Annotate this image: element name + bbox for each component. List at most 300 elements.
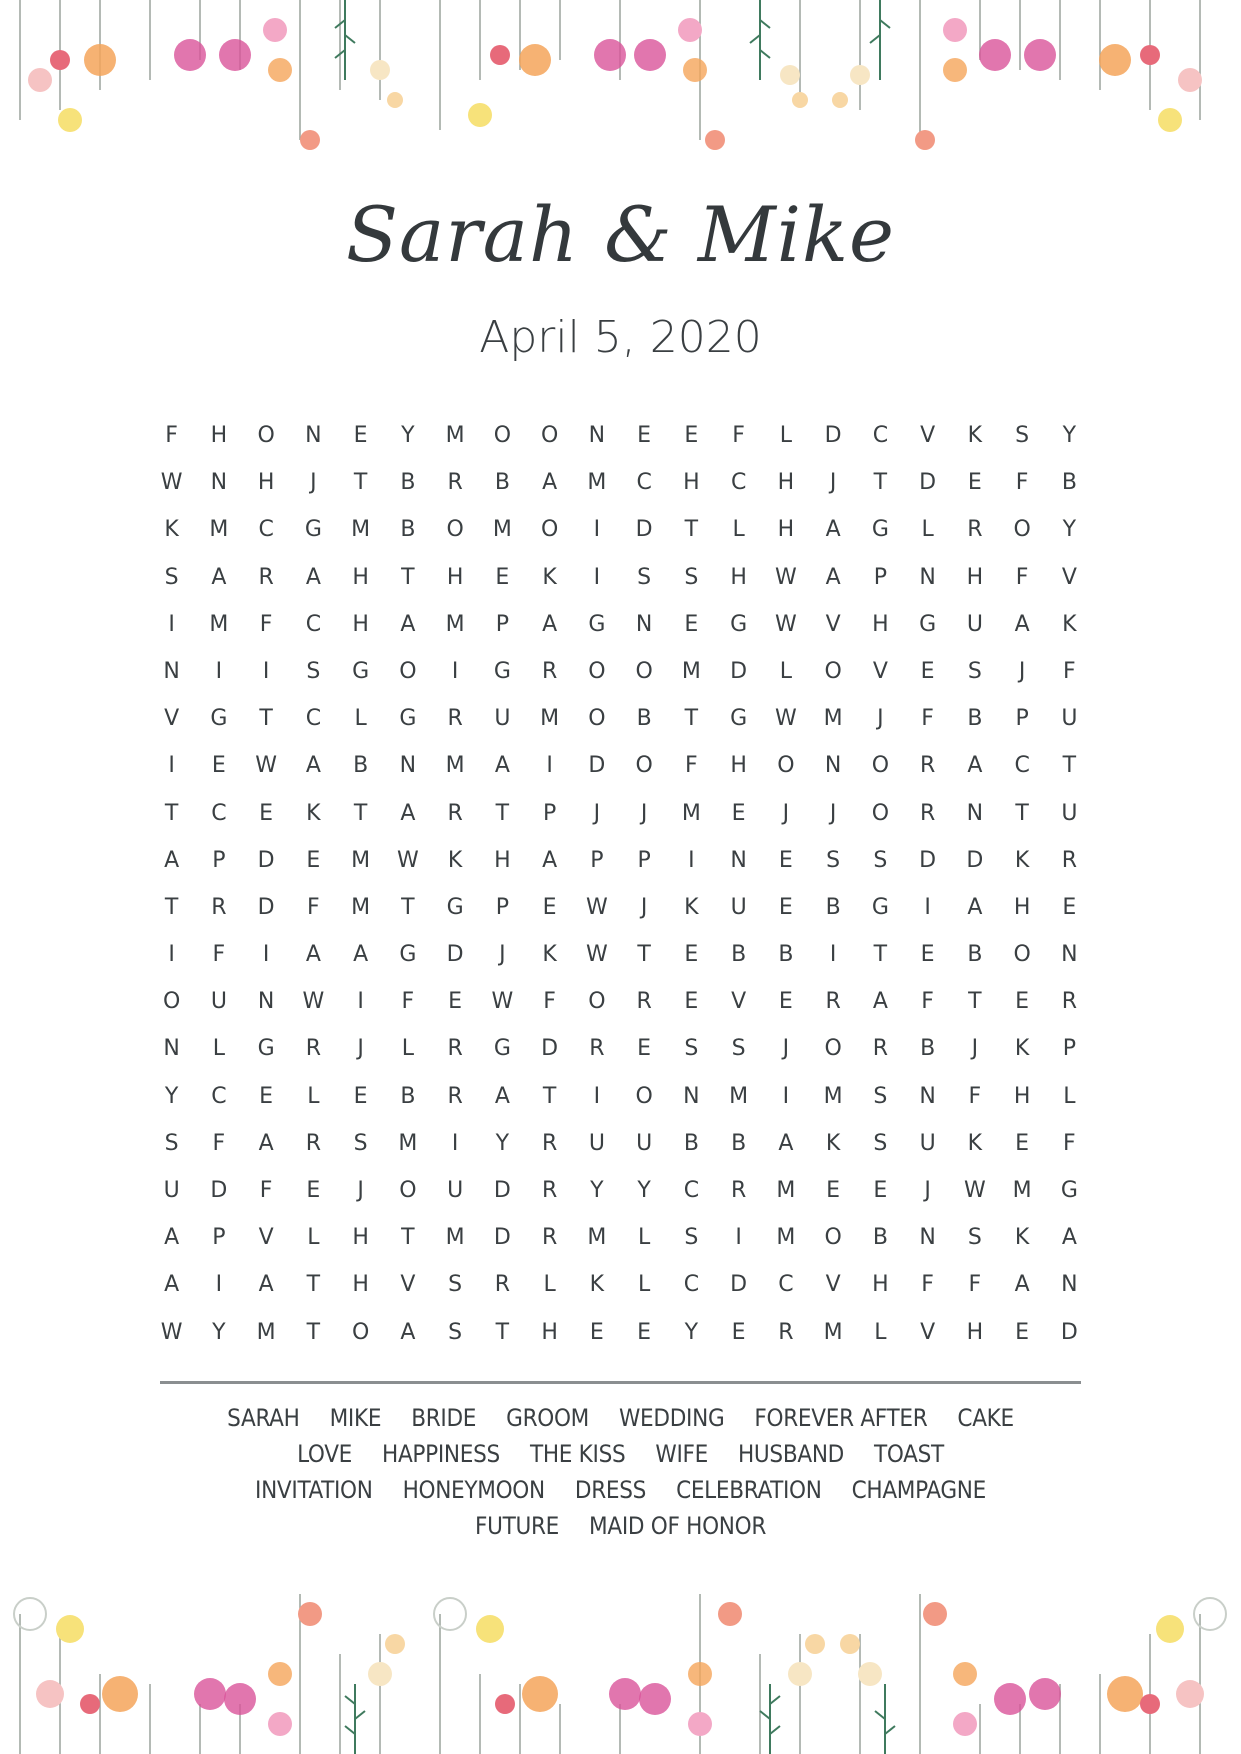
grid-letter: S bbox=[448, 1319, 463, 1345]
grid-letter: N bbox=[163, 1036, 180, 1062]
grid-letter: I bbox=[168, 753, 175, 779]
grid-letter: I bbox=[262, 942, 270, 968]
grid-letter: R bbox=[1061, 847, 1078, 873]
grid-letter: L bbox=[543, 1272, 556, 1298]
grid-letter: C bbox=[778, 1272, 794, 1298]
grid-letter: A bbox=[400, 1319, 416, 1345]
grid-letter: T bbox=[968, 989, 982, 1015]
grid-letter: F bbox=[1015, 470, 1029, 496]
grid-letter: O bbox=[162, 989, 181, 1015]
word-list-item: WIFE bbox=[655, 1440, 708, 1468]
grid-letter: E bbox=[778, 894, 793, 920]
grid-letter: B bbox=[400, 470, 416, 496]
grid-letter: O bbox=[399, 658, 417, 684]
grid-letter: F bbox=[1063, 1130, 1076, 1156]
floral-border-top bbox=[0, 0, 1241, 180]
grid-letter: H bbox=[730, 753, 747, 779]
grid-letter: A bbox=[258, 1130, 274, 1156]
grid-letter: M bbox=[587, 1225, 607, 1251]
grid-letter: I bbox=[215, 658, 223, 684]
grid-letter: U bbox=[588, 1130, 605, 1156]
grid-letter: M bbox=[776, 1178, 796, 1203]
word-list-item: THE KISS bbox=[529, 1440, 626, 1468]
grid-letter: V bbox=[920, 1319, 936, 1345]
grid-letter: C bbox=[305, 611, 322, 637]
grid-letter: H bbox=[446, 564, 464, 590]
grid-letter: S bbox=[873, 1083, 888, 1109]
grid-letter: A bbox=[164, 1225, 180, 1251]
grid-letter: A bbox=[353, 942, 369, 968]
grid-letter: E bbox=[731, 800, 746, 826]
grid-letter: B bbox=[683, 1130, 699, 1156]
grid-letter: J bbox=[829, 800, 837, 826]
word-search-grid bbox=[148, 412, 1093, 1356]
grid-letter: U bbox=[447, 1178, 464, 1203]
grid-letter: Y bbox=[684, 1319, 699, 1345]
grid-letter: M bbox=[823, 706, 843, 732]
grid-letter: V bbox=[872, 658, 888, 684]
word-list-row bbox=[150, 1436, 1091, 1472]
grid-letter: H bbox=[683, 470, 700, 496]
grid-letter: R bbox=[447, 800, 463, 826]
grid-letter: K bbox=[967, 423, 983, 448]
grid-letter: O bbox=[777, 753, 795, 779]
word-list-item: WEDDING bbox=[619, 1404, 725, 1432]
grid-letter: T bbox=[306, 1272, 321, 1298]
grid-letter: K bbox=[1014, 1036, 1030, 1062]
grid-letter: O bbox=[540, 423, 559, 448]
grid-letter: C bbox=[683, 1272, 700, 1298]
grid-letter: I bbox=[546, 753, 553, 779]
grid-letter: I bbox=[357, 989, 364, 1015]
grid-letter: B bbox=[494, 470, 510, 496]
grid-letter: M bbox=[540, 706, 560, 732]
grid-letter: M bbox=[445, 1225, 465, 1251]
grid-letter: T bbox=[164, 894, 179, 920]
grid-letter: D bbox=[257, 847, 275, 873]
grid-letter: E bbox=[495, 564, 510, 590]
grid-letter: D bbox=[541, 1036, 559, 1062]
grid-letter: G bbox=[210, 706, 228, 732]
grid-letter: S bbox=[684, 1036, 699, 1062]
grid-letter: L bbox=[921, 517, 934, 543]
grid-letter: G bbox=[871, 517, 889, 543]
grid-letter: S bbox=[306, 658, 321, 684]
grid-letter: H bbox=[966, 564, 984, 590]
grid-letter: K bbox=[967, 1130, 983, 1156]
grid-letter: M bbox=[492, 517, 512, 543]
grid-letter: S bbox=[637, 564, 652, 590]
grid-letter: S bbox=[164, 1130, 179, 1156]
grid-letter: H bbox=[777, 517, 795, 543]
grid-letter: L bbox=[637, 1225, 651, 1251]
grid-letter: O bbox=[824, 658, 842, 684]
grid-letter: K bbox=[542, 564, 557, 590]
grid-letter: W bbox=[774, 611, 797, 637]
grid-letter: G bbox=[399, 942, 417, 968]
word-list-item: HONEYMOON bbox=[402, 1476, 545, 1504]
grid-letter: M bbox=[209, 517, 229, 543]
grid-letter: E bbox=[920, 942, 935, 968]
grid-letter: N bbox=[683, 1083, 700, 1109]
grid-letter: W bbox=[585, 942, 608, 968]
grid-letter: E bbox=[1015, 989, 1030, 1015]
word-list-item: CHAMPAGNE bbox=[851, 1476, 986, 1504]
grid-letter: H bbox=[257, 470, 275, 496]
grid-letter: B bbox=[967, 942, 983, 968]
grid-letter: A bbox=[825, 564, 841, 590]
grid-letter: F bbox=[921, 989, 934, 1015]
grid-letter: O bbox=[399, 1178, 417, 1203]
grid-letter: A bbox=[211, 564, 227, 590]
grid-letter: C bbox=[872, 423, 889, 448]
grid-letter: D bbox=[493, 1225, 511, 1251]
grid-letter: R bbox=[872, 1036, 889, 1062]
grid-letter: J bbox=[1018, 658, 1026, 684]
grid-letter: M bbox=[1012, 1178, 1032, 1203]
grid-letter: F bbox=[1063, 658, 1076, 684]
grid-letter: K bbox=[1014, 1225, 1030, 1251]
grid-letter: G bbox=[493, 1036, 511, 1062]
grid-letter: R bbox=[778, 1319, 794, 1345]
word-list-item: FOREVER AFTER bbox=[754, 1404, 928, 1432]
grid-letter: A bbox=[305, 564, 321, 590]
grid-letter: A bbox=[305, 942, 321, 968]
grid-letter: R bbox=[967, 517, 983, 543]
grid-letter: T bbox=[306, 1319, 321, 1345]
grid-letter: L bbox=[874, 1319, 887, 1345]
grid-letter: U bbox=[163, 1178, 180, 1203]
grid-letter: W bbox=[160, 1319, 183, 1345]
grid-letter: N bbox=[730, 847, 747, 873]
grid-letter: T bbox=[684, 706, 699, 732]
grid-letter: A bbox=[400, 611, 416, 637]
grid-letter: S bbox=[731, 1036, 746, 1062]
grid-letter: E bbox=[637, 1319, 652, 1345]
grid-letter: U bbox=[730, 894, 747, 920]
grid-letter: G bbox=[1060, 1178, 1078, 1203]
grid-letter: L bbox=[212, 1036, 225, 1062]
divider bbox=[160, 1381, 1081, 1384]
grid-letter: E bbox=[826, 1178, 841, 1203]
grid-letter: E bbox=[637, 423, 652, 448]
grid-letter: S bbox=[967, 658, 982, 684]
grid-letter: I bbox=[262, 658, 270, 684]
grid-letter: J bbox=[640, 894, 648, 920]
grid-letter: I bbox=[829, 942, 837, 968]
grid-letter: I bbox=[451, 658, 459, 684]
grid-letter: D bbox=[257, 894, 275, 920]
grid-letter: P bbox=[1062, 1036, 1077, 1062]
word-list-item: CELEBRATION bbox=[676, 1476, 822, 1504]
floral-border-bottom bbox=[0, 1554, 1241, 1754]
grid-letter: D bbox=[919, 847, 937, 873]
grid-letter: M bbox=[445, 611, 465, 637]
grid-letter: E bbox=[448, 989, 463, 1015]
grid-letter: V bbox=[164, 706, 180, 732]
grid-letter: G bbox=[493, 658, 511, 684]
grid-letter: D bbox=[635, 517, 653, 543]
grid-letter: E bbox=[306, 847, 321, 873]
grid-letter: P bbox=[212, 847, 226, 873]
event-date: April 5, 2020 bbox=[479, 312, 762, 363]
grid-letter: H bbox=[1013, 1083, 1031, 1109]
word-list-item: MAID OF HONOR bbox=[589, 1512, 767, 1540]
grid-letter: A bbox=[872, 989, 888, 1015]
grid-letter: P bbox=[873, 564, 888, 590]
grid-letter: E bbox=[967, 470, 982, 496]
grid-letter: L bbox=[1063, 1083, 1076, 1109]
grid-letter: M bbox=[587, 470, 607, 496]
grid-letter: Y bbox=[164, 1083, 179, 1109]
grid-letter: T bbox=[401, 564, 415, 590]
grid-letter: I bbox=[593, 564, 601, 590]
grid-letter: E bbox=[259, 1083, 274, 1109]
grid-letter: M bbox=[729, 1083, 749, 1109]
grid-letter: S bbox=[873, 1130, 888, 1156]
grid-letter: E bbox=[306, 1178, 321, 1203]
grid-letter: F bbox=[165, 423, 178, 448]
grid-letter: H bbox=[352, 564, 369, 590]
grid-letter: F bbox=[543, 989, 556, 1015]
grid-letter: F bbox=[307, 894, 320, 920]
grid-letter: R bbox=[447, 1036, 463, 1062]
grid-letter: I bbox=[735, 1225, 742, 1251]
grid-letter: T bbox=[495, 1319, 510, 1345]
grid-letter: W bbox=[255, 753, 277, 779]
grid-letter: F bbox=[921, 706, 934, 732]
grid-letter: R bbox=[541, 1130, 558, 1156]
grid-letter: P bbox=[637, 847, 651, 873]
grid-letter: K bbox=[684, 894, 699, 920]
grid-letter: Y bbox=[212, 1319, 226, 1345]
grid-letter: E bbox=[353, 1083, 368, 1109]
grid-letter: T bbox=[495, 800, 510, 826]
grid-letter: R bbox=[258, 564, 274, 590]
grid-letter: N bbox=[919, 1225, 936, 1251]
grid-letter: N bbox=[919, 1083, 936, 1109]
grid-letter: B bbox=[920, 1036, 936, 1062]
grid-letter: A bbox=[164, 1272, 180, 1298]
word-list-item: CAKE bbox=[957, 1404, 1014, 1432]
grid-letter: R bbox=[919, 800, 936, 826]
grid-letter: P bbox=[495, 894, 510, 920]
grid-letter: D bbox=[730, 1272, 748, 1298]
grid-letter: M bbox=[398, 1130, 418, 1156]
word-list-row bbox=[150, 1508, 1091, 1544]
grid-letter: U bbox=[1061, 706, 1078, 732]
grid-letter: E bbox=[211, 753, 226, 779]
grid-letter: N bbox=[399, 753, 417, 779]
grid-letter: U bbox=[966, 611, 983, 637]
grid-letter: H bbox=[210, 423, 228, 448]
word-list-item: MIKE bbox=[329, 1404, 382, 1432]
grid-letter: F bbox=[968, 1083, 982, 1109]
grid-letter: T bbox=[637, 942, 651, 968]
grid-letter: V bbox=[731, 989, 747, 1015]
grid-letter: R bbox=[447, 706, 463, 732]
grid-letter: C bbox=[1014, 753, 1030, 779]
grid-letter: B bbox=[731, 1130, 747, 1156]
grid-letter: F bbox=[685, 753, 698, 779]
grid-letter: U bbox=[636, 1130, 653, 1156]
grid-letter: E bbox=[778, 989, 793, 1015]
grid-letter: F bbox=[401, 989, 415, 1015]
grid-letter: F bbox=[732, 423, 745, 448]
grid-letter: G bbox=[871, 894, 889, 920]
grid-letter: P bbox=[212, 1225, 226, 1251]
grid-letter: S bbox=[353, 1130, 368, 1156]
grid-letter: E bbox=[1015, 1130, 1030, 1156]
grid-letter: B bbox=[872, 1225, 888, 1251]
grid-letter: M bbox=[681, 800, 701, 826]
grid-letter: R bbox=[494, 1272, 511, 1298]
grid-letter: W bbox=[396, 847, 419, 873]
grid-letter: O bbox=[635, 1083, 653, 1109]
grid-letter: P bbox=[1015, 706, 1029, 732]
grid-letter: O bbox=[257, 423, 275, 448]
grid-letter: J bbox=[829, 470, 837, 496]
grid-letter: T bbox=[1062, 753, 1077, 779]
grid-letter: A bbox=[1061, 1225, 1077, 1251]
grid-letter: W bbox=[774, 706, 797, 732]
grid-letter: E bbox=[684, 423, 699, 448]
grid-letter: A bbox=[542, 470, 558, 496]
grid-letter: T bbox=[1015, 800, 1029, 826]
grid-letter: N bbox=[163, 658, 180, 684]
grid-letter: R bbox=[447, 1083, 463, 1109]
grid-letter: B bbox=[778, 942, 794, 968]
grid-letter: O bbox=[871, 753, 890, 779]
grid-letter: C bbox=[305, 706, 322, 732]
word-list-item: TOAST bbox=[874, 1440, 944, 1468]
grid-letter: B bbox=[636, 706, 652, 732]
grid-letter: C bbox=[683, 1178, 700, 1203]
grid-letter: P bbox=[495, 611, 510, 637]
grid-letter: T bbox=[542, 1083, 557, 1109]
grid-letter: A bbox=[778, 1130, 794, 1156]
grid-letter: P bbox=[590, 847, 604, 873]
grid-letter: G bbox=[588, 611, 606, 637]
grid-letter: J bbox=[782, 1036, 790, 1062]
grid-letter: D bbox=[493, 1178, 511, 1203]
grid-letter: M bbox=[209, 611, 229, 637]
grid-letter: R bbox=[541, 1178, 558, 1203]
grid-letter: E bbox=[542, 894, 557, 920]
grid-letter: G bbox=[730, 611, 748, 637]
grid-letter: R bbox=[589, 1036, 605, 1062]
grid-letter: J bbox=[782, 800, 790, 826]
grid-letter: E bbox=[637, 1036, 652, 1062]
grid-letter: T bbox=[401, 1225, 415, 1251]
grid-letter: J bbox=[357, 1036, 364, 1062]
grid-letter: V bbox=[400, 1272, 416, 1298]
grid-letter: S bbox=[826, 847, 841, 873]
grid-letter: R bbox=[636, 989, 652, 1015]
grid-letter: E bbox=[1015, 1319, 1030, 1345]
grid-letter: S bbox=[967, 1225, 982, 1251]
grid-letter: N bbox=[966, 800, 984, 826]
grid-letter: J bbox=[499, 942, 506, 968]
word-list-item: GROOM bbox=[506, 1404, 589, 1432]
grid-letter: S bbox=[684, 1225, 699, 1251]
grid-letter: T bbox=[259, 706, 273, 732]
grid-letter: A bbox=[164, 847, 180, 873]
grid-letter: E bbox=[731, 1319, 746, 1345]
grid-letter: A bbox=[1014, 611, 1030, 637]
grid-letter: Y bbox=[1062, 517, 1077, 543]
grid-letter: K bbox=[825, 1130, 841, 1156]
grid-letter: H bbox=[352, 1272, 369, 1298]
grid-letter: V bbox=[1061, 564, 1077, 590]
grid-letter: E bbox=[684, 611, 699, 637]
grid-letter: K bbox=[447, 847, 463, 873]
grid-letter: A bbox=[494, 1083, 510, 1109]
grid-letter: O bbox=[635, 658, 653, 684]
grid-letter: N bbox=[1061, 942, 1078, 968]
wildflower-illustration-icon bbox=[0, 0, 1241, 180]
grid-letter: I bbox=[451, 1130, 459, 1156]
grid-letter: J bbox=[971, 1036, 979, 1062]
grid-letter: L bbox=[779, 658, 792, 684]
grid-letter: J bbox=[310, 470, 317, 496]
grid-letter: F bbox=[1015, 564, 1029, 590]
grid-letter: M bbox=[445, 753, 465, 779]
grid-letter: I bbox=[593, 1083, 601, 1109]
grid-letter: A bbox=[825, 517, 841, 543]
grid-letter: H bbox=[1013, 894, 1031, 920]
grid-letter: V bbox=[920, 423, 936, 448]
grid-letter: T bbox=[873, 942, 888, 968]
grid-letter: O bbox=[824, 1036, 842, 1062]
grid-letter: W bbox=[302, 989, 325, 1015]
grid-letter: H bbox=[352, 611, 369, 637]
grid-letter: A bbox=[1014, 1272, 1030, 1298]
word-list-item: BRIDE bbox=[411, 1404, 477, 1432]
grid-letter: D bbox=[1060, 1319, 1078, 1345]
grid-letter: G bbox=[730, 706, 748, 732]
grid-letter: K bbox=[164, 517, 179, 543]
word-list-row bbox=[150, 1400, 1091, 1436]
grid-letter: B bbox=[825, 894, 841, 920]
word-list-item: LOVE bbox=[297, 1440, 353, 1468]
word-list-row bbox=[150, 1472, 1091, 1508]
grid-letter: J bbox=[593, 800, 601, 826]
grid-letter: C bbox=[258, 517, 274, 543]
grid-letter: L bbox=[779, 423, 792, 448]
grid-letter: O bbox=[351, 1319, 370, 1345]
grid-letter: J bbox=[640, 800, 648, 826]
grid-letter: L bbox=[354, 706, 367, 732]
grid-letter: Y bbox=[401, 423, 415, 448]
grid-letter: O bbox=[824, 1225, 842, 1251]
grid-letter: T bbox=[401, 894, 415, 920]
grid-letter: R bbox=[919, 753, 936, 779]
grid-letter: G bbox=[257, 1036, 275, 1062]
grid-letter: R bbox=[305, 1130, 322, 1156]
grid-letter: R bbox=[825, 989, 841, 1015]
grid-letter: W bbox=[585, 894, 608, 920]
grid-letter: D bbox=[966, 847, 984, 873]
grid-letter: K bbox=[1014, 847, 1030, 873]
grid-letter: G bbox=[304, 517, 322, 543]
grid-letter: I bbox=[782, 1083, 790, 1109]
grid-letter: C bbox=[636, 470, 652, 496]
grid-letter: U bbox=[494, 706, 511, 732]
grid-letter: L bbox=[637, 1272, 651, 1298]
grid-letter: B bbox=[400, 1083, 416, 1109]
grid-letter: M bbox=[681, 658, 701, 684]
